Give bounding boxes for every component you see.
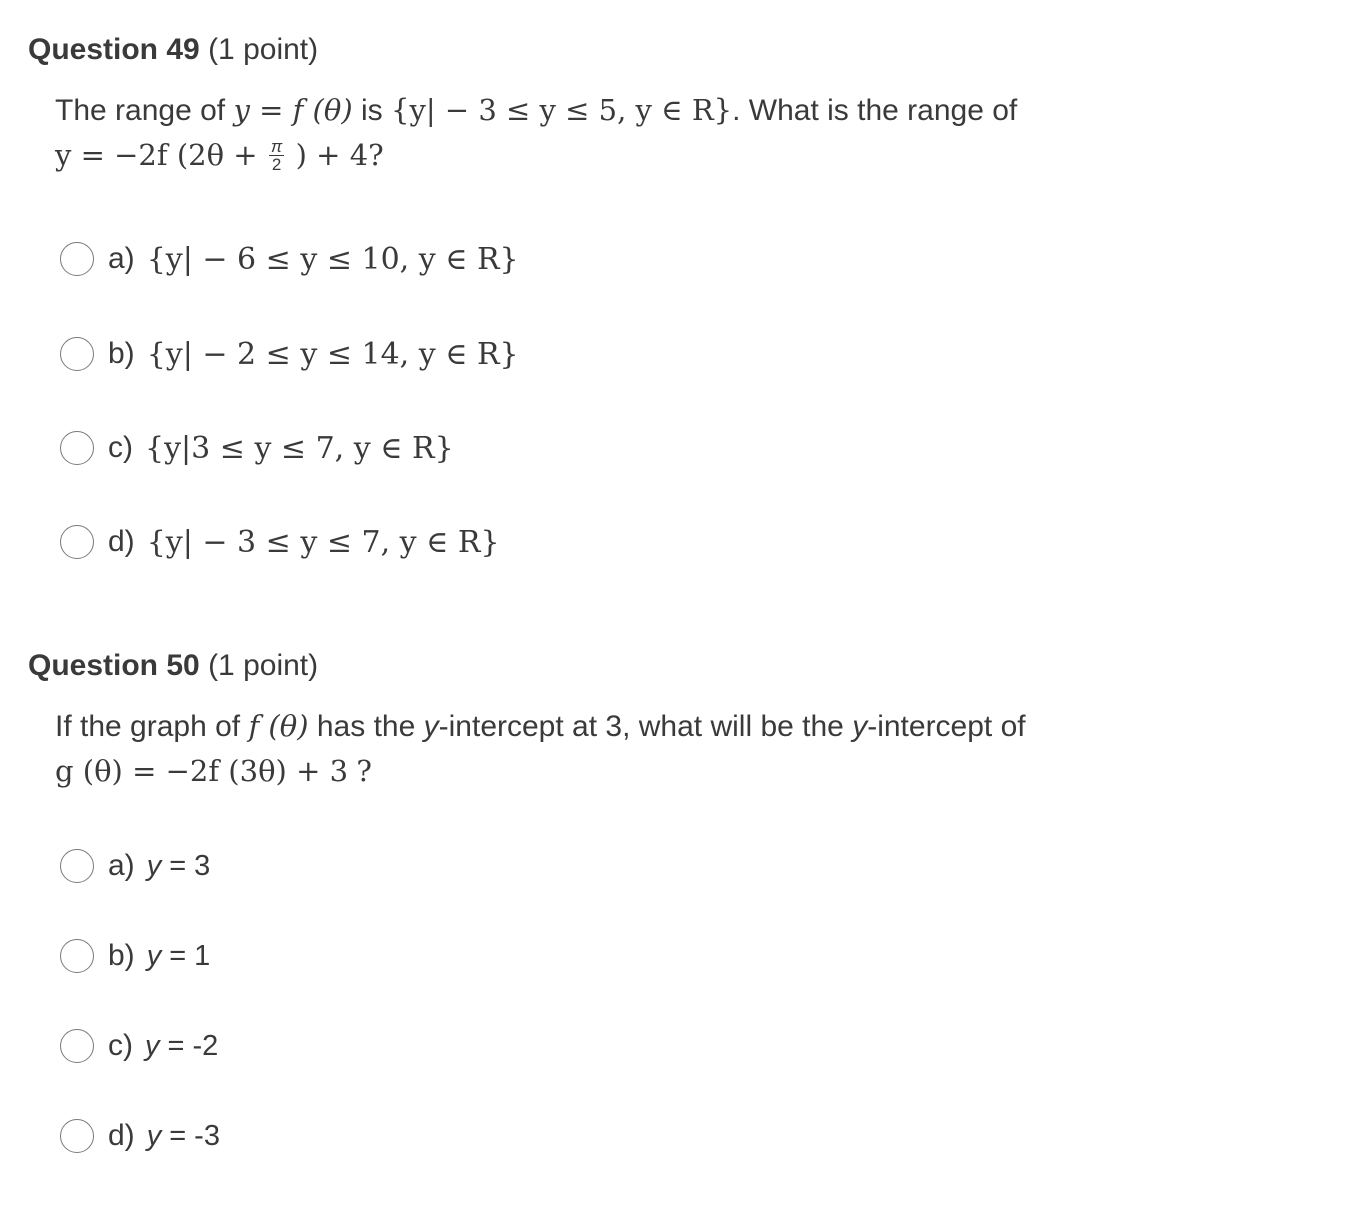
prompt-line-2 — [55, 749, 1026, 794]
option-text — [147, 1120, 220, 1153]
radio-button[interactable] — [60, 939, 94, 973]
radio-button[interactable] — [60, 1119, 94, 1153]
option-label: b) — [108, 337, 135, 370]
option-value: = 3 — [169, 849, 211, 882]
prompt-variable: y — [423, 710, 439, 743]
question-title: Question 50 — [28, 649, 200, 682]
radio-button[interactable] — [60, 337, 94, 371]
option-label: c) — [108, 1029, 133, 1062]
prompt-equation: ) + 4? — [295, 138, 384, 172]
option-variable: y — [146, 849, 162, 882]
prompt-text: has the — [316, 710, 416, 743]
option-variable: y — [146, 939, 162, 972]
option-value: = -2 — [167, 1029, 219, 1062]
prompt-text: . What is the range of — [732, 94, 1018, 127]
answer-option-a[interactable] — [60, 846, 210, 886]
radio-button[interactable] — [60, 1029, 94, 1063]
option-label: a) — [108, 849, 135, 882]
answer-option-d[interactable] — [60, 522, 500, 562]
question-title: Question 49 — [28, 33, 200, 66]
prompt-line-1 — [55, 704, 1026, 749]
prompt-text: -intercept of — [867, 710, 1026, 743]
option-text — [147, 940, 211, 973]
option-variable: y — [145, 1029, 160, 1062]
option-variable: y — [146, 1119, 162, 1152]
prompt-line-2 — [55, 133, 1017, 178]
option-label: a) — [108, 242, 135, 275]
radio-button[interactable] — [60, 849, 94, 883]
option-text — [147, 850, 211, 883]
option-text: {y| − 2 ≤ y ≤ 14, y ∈ R} — [146, 336, 519, 372]
option-value: = 1 — [169, 939, 211, 972]
answer-option-b[interactable] — [60, 334, 519, 374]
answer-option-c[interactable] — [60, 1026, 218, 1066]
radio-button[interactable] — [60, 242, 94, 276]
prompt-text: is — [360, 94, 383, 127]
prompt-text: -intercept at 3, what will be the — [438, 710, 844, 743]
radio-button[interactable] — [60, 431, 94, 465]
option-text: {y| − 6 ≤ y ≤ 10, y ∈ R} — [146, 241, 519, 277]
question-header — [28, 30, 318, 70]
option-label: c) — [108, 431, 133, 464]
option-label: b) — [108, 939, 135, 972]
prompt-equation: f (θ) — [248, 709, 309, 743]
question-points: (1 point) — [208, 33, 319, 66]
prompt-text: The range of — [55, 94, 226, 127]
option-label: d) — [108, 1119, 135, 1152]
prompt-line-1 — [55, 88, 1017, 133]
prompt-text: ? — [356, 754, 372, 788]
question-points: (1 point) — [208, 649, 319, 682]
prompt-equation: g (θ) = −2f (3θ) + 3 — [55, 754, 349, 788]
prompt-text: If the graph of — [55, 710, 241, 743]
question-prompt — [55, 88, 1017, 178]
answer-option-d[interactable] — [60, 1116, 220, 1156]
fraction-denominator: 2 — [271, 154, 282, 174]
answer-option-a[interactable] — [60, 239, 519, 279]
option-text — [145, 1030, 218, 1063]
answer-option-c[interactable] — [60, 428, 454, 468]
pi-over-two-fraction — [269, 138, 284, 173]
option-text: {y|3 ≤ y ≤ 7, y ∈ R} — [145, 430, 454, 466]
prompt-variable: y — [852, 710, 868, 743]
option-value: = -3 — [169, 1119, 220, 1152]
prompt-set: {y| − 3 ≤ y ≤ 5, y ∈ R} — [391, 93, 733, 127]
prompt-equation: y = f (θ) — [233, 93, 353, 127]
question-header — [28, 646, 318, 686]
option-text: {y| − 3 ≤ y ≤ 7, y ∈ R} — [146, 524, 500, 560]
question-prompt — [55, 704, 1026, 794]
prompt-equation: y = −2f (2θ + — [55, 138, 258, 172]
radio-button[interactable] — [60, 525, 94, 559]
fraction-numerator: π — [270, 136, 283, 156]
answer-option-b[interactable] — [60, 936, 210, 976]
option-label: d) — [108, 525, 135, 558]
